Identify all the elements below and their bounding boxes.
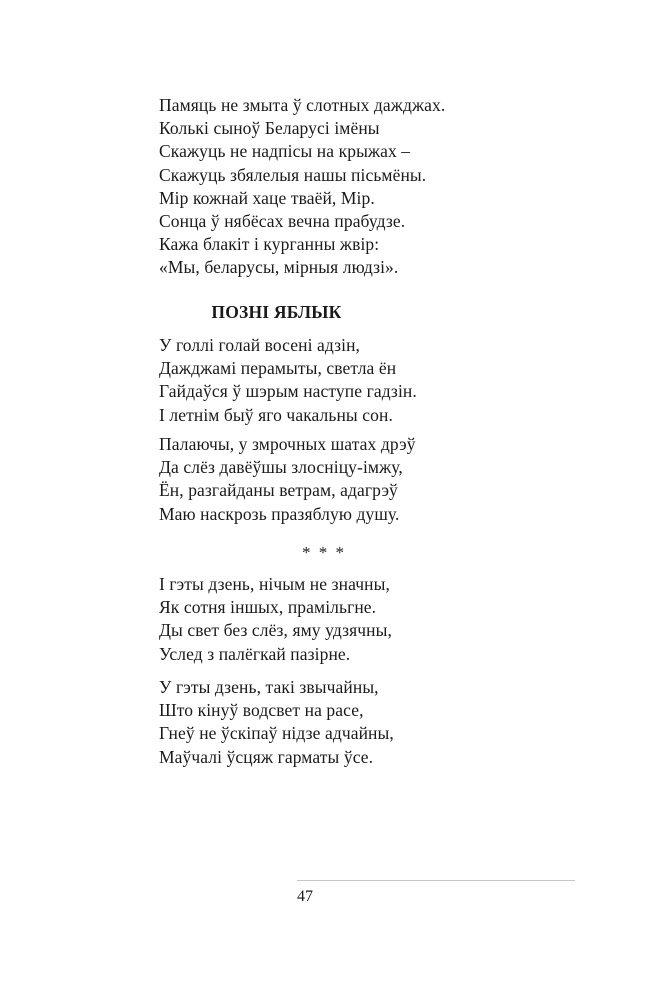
- verse-line: І летнім быў яго чакальны сон.: [159, 404, 393, 425]
- verse-line: Гайдаўся ў шэрым наступе гадзін.: [159, 381, 417, 402]
- verse-line: Што кінуў водсвет на расе,: [159, 700, 364, 721]
- verse-line: Маю наскрозь празяблую душу.: [159, 503, 400, 524]
- verse-line: Ды свет без слёз, яму удзячны,: [159, 620, 392, 641]
- poem-separator: * * *: [302, 543, 346, 562]
- verse-line: Маўчалі ўсцяж гарматы ўсе.: [159, 746, 374, 767]
- verse-line: «Мы, беларусы, мірныя людзі».: [159, 257, 399, 278]
- stanza: [159, 334, 579, 427]
- verse-line: Ён, разгайданы ветрам, адагрэў: [159, 480, 398, 501]
- verse-line: Дажджамі перамыты, светла ён: [159, 358, 397, 379]
- verse-line: Услед з палёгкай пазірне.: [159, 643, 351, 664]
- verse-line: У голлі голай восені адзін,: [159, 335, 361, 355]
- verse-line: Як сотня іншых, прамільгне.: [159, 597, 377, 618]
- verse-line: Скажуць не надпісы на крыжах –: [159, 141, 411, 162]
- stanza: [159, 676, 579, 769]
- verse-line: І гэты дзень, нічым не значны,: [159, 574, 390, 594]
- verse-line: Сонца ў нябёсах вечна прабудзе.: [159, 211, 406, 232]
- page-number: 47: [297, 888, 313, 905]
- verse-line: Да слёз давёўшы злосніцу-імжу,: [159, 457, 403, 478]
- verse-line: Кажа блакіт і курганны жвір:: [159, 234, 380, 255]
- stanza: [159, 433, 579, 526]
- verse-line: Скажуць збялелыя нашы пісьмёны.: [159, 164, 427, 185]
- verse-line: Мір кожнай хаце тваёй, Мір.: [159, 187, 375, 208]
- poem-title: ПОЗНІ ЯБЛЫК: [211, 302, 342, 322]
- verse-line: Памяць не змыта ў слотных дажджах.: [159, 95, 446, 115]
- footer-divider: [297, 880, 575, 881]
- verse-line: Палаючы, у змрочных шатах дрэў: [159, 434, 416, 454]
- verse-line: Колькі сыноў Беларусі імёны: [159, 118, 380, 139]
- stanza: [159, 573, 579, 666]
- verse-line: Гнеў не ўскіпаў нідзе адчайны,: [159, 723, 394, 744]
- verse-line: У гэты дзень, такі звычайны,: [159, 677, 379, 697]
- poem-continuation: [159, 94, 579, 280]
